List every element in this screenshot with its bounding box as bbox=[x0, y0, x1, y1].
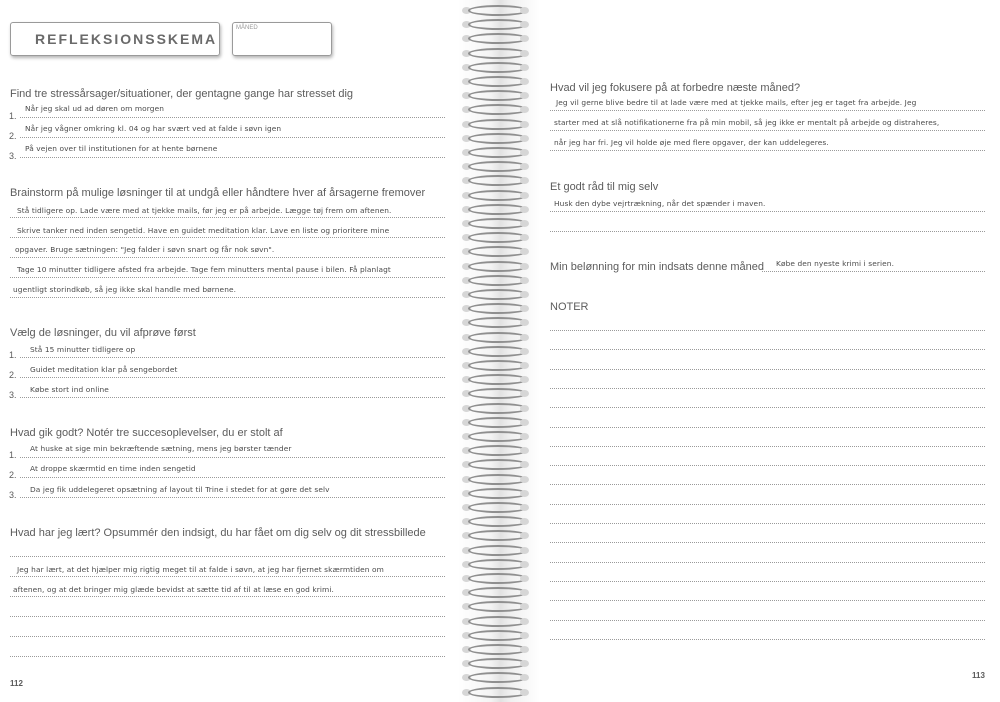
spiral-coil bbox=[462, 544, 530, 558]
spiral-coil bbox=[462, 32, 530, 46]
spiral-coil bbox=[462, 359, 530, 373]
stress-causes-question: Find tre stressårsager/situationer, der gentagne gange har stresset dig bbox=[10, 88, 354, 100]
spiral-coil bbox=[462, 615, 530, 629]
handwritten-answer: starter med at slå notifikationerne fra på min mobil, så jeg ikke er mentalt på arbejde og distraheres, bbox=[554, 118, 940, 127]
spiral-coil bbox=[462, 416, 530, 430]
handwritten-answer: aftenen, og at det bringer mig glæde bevidst at sætte tid af til at læse en god krimi. bbox=[13, 585, 334, 594]
notes-line[interactable] bbox=[550, 330, 985, 331]
spiral-coil bbox=[462, 387, 530, 401]
spiral-coil bbox=[462, 4, 530, 18]
spiral-coil bbox=[462, 572, 530, 586]
left-page bbox=[0, 0, 458, 702]
handwritten-answer: Når jeg vågner omkring kl. 04 og har svært ved at falde i søvn igen bbox=[25, 124, 282, 133]
item-number: 3. bbox=[9, 151, 17, 161]
spiral-coil bbox=[462, 217, 530, 231]
spiral-coil bbox=[462, 686, 530, 700]
spiral-coil bbox=[462, 231, 530, 245]
handwritten-answer: Tage 10 minutter tidligere afsted fra arbejde. Tage fem minutters mental pause i bilen. Få planlagt bbox=[17, 265, 391, 274]
spiral-coil bbox=[462, 501, 530, 515]
spiral-coil bbox=[462, 75, 530, 89]
item-number: 2. bbox=[9, 470, 17, 480]
notes-line[interactable] bbox=[550, 639, 985, 640]
answer-line[interactable] bbox=[550, 130, 985, 131]
handwritten-answer: Jeg vil gerne blive bedre til at lade være med at tjekke mails, efter jeg er taget fra arbejde. Jeg bbox=[556, 98, 917, 107]
notes-line[interactable] bbox=[550, 388, 985, 389]
answer-line[interactable] bbox=[20, 497, 445, 498]
answer-line[interactable] bbox=[550, 150, 985, 151]
spiral-coil bbox=[462, 458, 530, 472]
spiral-coil bbox=[462, 146, 530, 160]
handwritten-answer: Købe stort ind online bbox=[30, 385, 109, 394]
notes-label: NOTER bbox=[550, 301, 589, 313]
spiral-coil bbox=[462, 487, 530, 501]
page-title: REFLEKSIONSSKEMA bbox=[35, 31, 218, 47]
spiral-coil bbox=[462, 132, 530, 146]
spiral-coil bbox=[462, 331, 530, 345]
spiral-coil bbox=[462, 160, 530, 174]
spiral-coil bbox=[462, 18, 530, 32]
notes-line[interactable] bbox=[550, 484, 985, 485]
reward-question: Min belønning for min indsats denne måned bbox=[550, 261, 765, 273]
spiral-binding bbox=[458, 0, 540, 702]
handwritten-answer: opgaver. Bruge sætningen: "Jeg falder i søvn snart og får nok søvn". bbox=[15, 245, 275, 254]
spiral-coil bbox=[462, 629, 530, 643]
learned-question: Hvad har jeg lært? Opsummér den indsigt, du har fået om dig selv og dit stressbillede bbox=[10, 527, 426, 539]
focus-question: Hvad vil jeg fokusere på at forbedre næste måned? bbox=[550, 82, 801, 94]
notes-line[interactable] bbox=[550, 504, 985, 505]
spiral-coil bbox=[462, 103, 530, 117]
spiral-coil bbox=[462, 245, 530, 259]
handwritten-answer: Stå 15 minutter tidligere op bbox=[30, 345, 136, 354]
spiral-coil bbox=[462, 402, 530, 416]
answer-line[interactable] bbox=[550, 231, 985, 232]
title-box bbox=[10, 22, 220, 56]
spiral-coil bbox=[462, 47, 530, 61]
answer-line[interactable] bbox=[20, 117, 445, 118]
item-number: 2. bbox=[9, 370, 17, 380]
spiral-coil bbox=[462, 671, 530, 685]
notes-line[interactable] bbox=[550, 407, 985, 408]
answer-line[interactable] bbox=[10, 616, 445, 617]
answer-line[interactable] bbox=[20, 357, 445, 358]
spiral-coil bbox=[462, 274, 530, 288]
handwritten-answer: Jeg har lært, at det hjælper mig rigtig meget til at falde i søvn, at jeg har fjernet skærmtiden om bbox=[17, 565, 384, 574]
item-number: 1. bbox=[9, 111, 17, 121]
brainstorm-question: Brainstorm på mulige løsninger til at undgå eller håndtere hver af årsagerne fremover bbox=[10, 187, 426, 199]
notes-line[interactable] bbox=[550, 465, 985, 466]
answer-line[interactable] bbox=[20, 157, 445, 158]
spiral-coil bbox=[462, 558, 530, 572]
handwritten-answer: Stå tidligere op. Lade være med at tjekke mails, før jeg er på arbejde. Lægge tøj frem om aftenen. bbox=[17, 206, 392, 215]
notes-line[interactable] bbox=[550, 581, 985, 582]
notes-line[interactable] bbox=[550, 562, 985, 563]
notes-line[interactable] bbox=[550, 446, 985, 447]
handwritten-answer: Guidet meditation klar på sengebordet bbox=[30, 365, 178, 374]
handwritten-answer: ugentligt storindkøb, så jeg ikke skal handle med børnene. bbox=[13, 285, 237, 294]
handwritten-answer: At droppe skærmtid en time inden sengetid bbox=[30, 464, 196, 473]
month-label: MÅNED bbox=[236, 25, 258, 31]
notes-line[interactable] bbox=[550, 523, 985, 524]
spiral-coil bbox=[462, 444, 530, 458]
answer-line[interactable] bbox=[10, 656, 445, 657]
answer-line[interactable] bbox=[10, 257, 445, 258]
answer-line[interactable] bbox=[550, 211, 985, 212]
handwritten-answer: Købe den nyeste krimi i serien. bbox=[776, 259, 895, 268]
spiral-coil bbox=[462, 345, 530, 359]
success-question: Hvad gik godt? Notér tre succesoplevelser, du er stolt af bbox=[10, 427, 283, 439]
spiral-coil bbox=[462, 316, 530, 330]
spiral-coil bbox=[462, 529, 530, 543]
answer-line[interactable] bbox=[10, 576, 445, 577]
spiral-coil bbox=[462, 203, 530, 217]
item-number: 1. bbox=[9, 450, 17, 460]
handwritten-answer: Når jeg skal ud ad døren om morgen bbox=[25, 104, 165, 113]
notes-line[interactable] bbox=[550, 620, 985, 621]
answer-line[interactable] bbox=[20, 397, 445, 398]
advice-question: Et godt råd til mig selv bbox=[550, 181, 659, 193]
handwritten-answer: At huske at sige min bekræftende sætning, mens jeg børster tænder bbox=[30, 444, 292, 453]
spiral-coil bbox=[462, 586, 530, 600]
answer-line[interactable] bbox=[10, 297, 445, 298]
notes-line[interactable] bbox=[550, 427, 985, 428]
spiral-coil bbox=[462, 373, 530, 387]
answer-line[interactable] bbox=[10, 596, 445, 597]
page-number: 113 bbox=[972, 671, 985, 680]
handwritten-answer: På vejen over til institutionen for at hente børnene bbox=[25, 144, 218, 153]
spiral-coil bbox=[462, 430, 530, 444]
spiral-coil bbox=[462, 288, 530, 302]
item-number: 3. bbox=[9, 490, 17, 500]
month-field[interactable] bbox=[232, 22, 332, 56]
answer-line[interactable] bbox=[10, 237, 445, 238]
right-page bbox=[540, 0, 1000, 702]
spiral-coil bbox=[462, 657, 530, 671]
answer-line[interactable] bbox=[20, 377, 445, 378]
answer-line[interactable] bbox=[10, 556, 445, 557]
notes-line[interactable] bbox=[550, 349, 985, 350]
notes-line[interactable] bbox=[550, 542, 985, 543]
answer-line[interactable] bbox=[762, 271, 985, 272]
page-number: 112 bbox=[10, 679, 23, 688]
item-number: 1. bbox=[9, 350, 17, 360]
choose-question: Vælg de løsninger, du vil afprøve først bbox=[10, 327, 196, 339]
spiral-coil bbox=[462, 118, 530, 132]
answer-line[interactable] bbox=[20, 477, 445, 478]
item-number: 2. bbox=[9, 131, 17, 141]
answer-line[interactable] bbox=[20, 137, 445, 138]
answer-line[interactable] bbox=[10, 636, 445, 637]
notes-line[interactable] bbox=[550, 600, 985, 601]
answer-line[interactable] bbox=[10, 217, 445, 218]
answer-line[interactable] bbox=[20, 457, 445, 458]
handwritten-answer: Husk den dybe vejrtrækning, når det spænder i maven. bbox=[554, 199, 766, 208]
handwritten-answer: Da jeg fik uddelegeret opsætning af layout til Trine i stedet for at gøre det selv bbox=[30, 485, 330, 494]
spiral-coil bbox=[462, 515, 530, 529]
spiral-coil bbox=[462, 473, 530, 487]
spiral-coil bbox=[462, 174, 530, 188]
spiral-coil bbox=[462, 600, 530, 614]
notes-line[interactable] bbox=[550, 369, 985, 370]
answer-line[interactable] bbox=[10, 277, 445, 278]
spiral-coil bbox=[462, 643, 530, 657]
spiral-coil bbox=[462, 260, 530, 274]
spiral-coil bbox=[462, 189, 530, 203]
spiral-coil bbox=[462, 302, 530, 316]
spiral-coil bbox=[462, 61, 530, 75]
spiral-coil bbox=[462, 89, 530, 103]
item-number: 3. bbox=[9, 390, 17, 400]
handwritten-answer: når jeg har fri. Jeg vil holde øje med flere opgaver, der kan uddelegeres. bbox=[554, 138, 829, 147]
handwritten-answer: Skrive tanker ned inden sengetid. Have en guidet meditation klar. Lave en liste og prioritere mine bbox=[17, 226, 390, 235]
answer-line[interactable] bbox=[550, 110, 985, 111]
